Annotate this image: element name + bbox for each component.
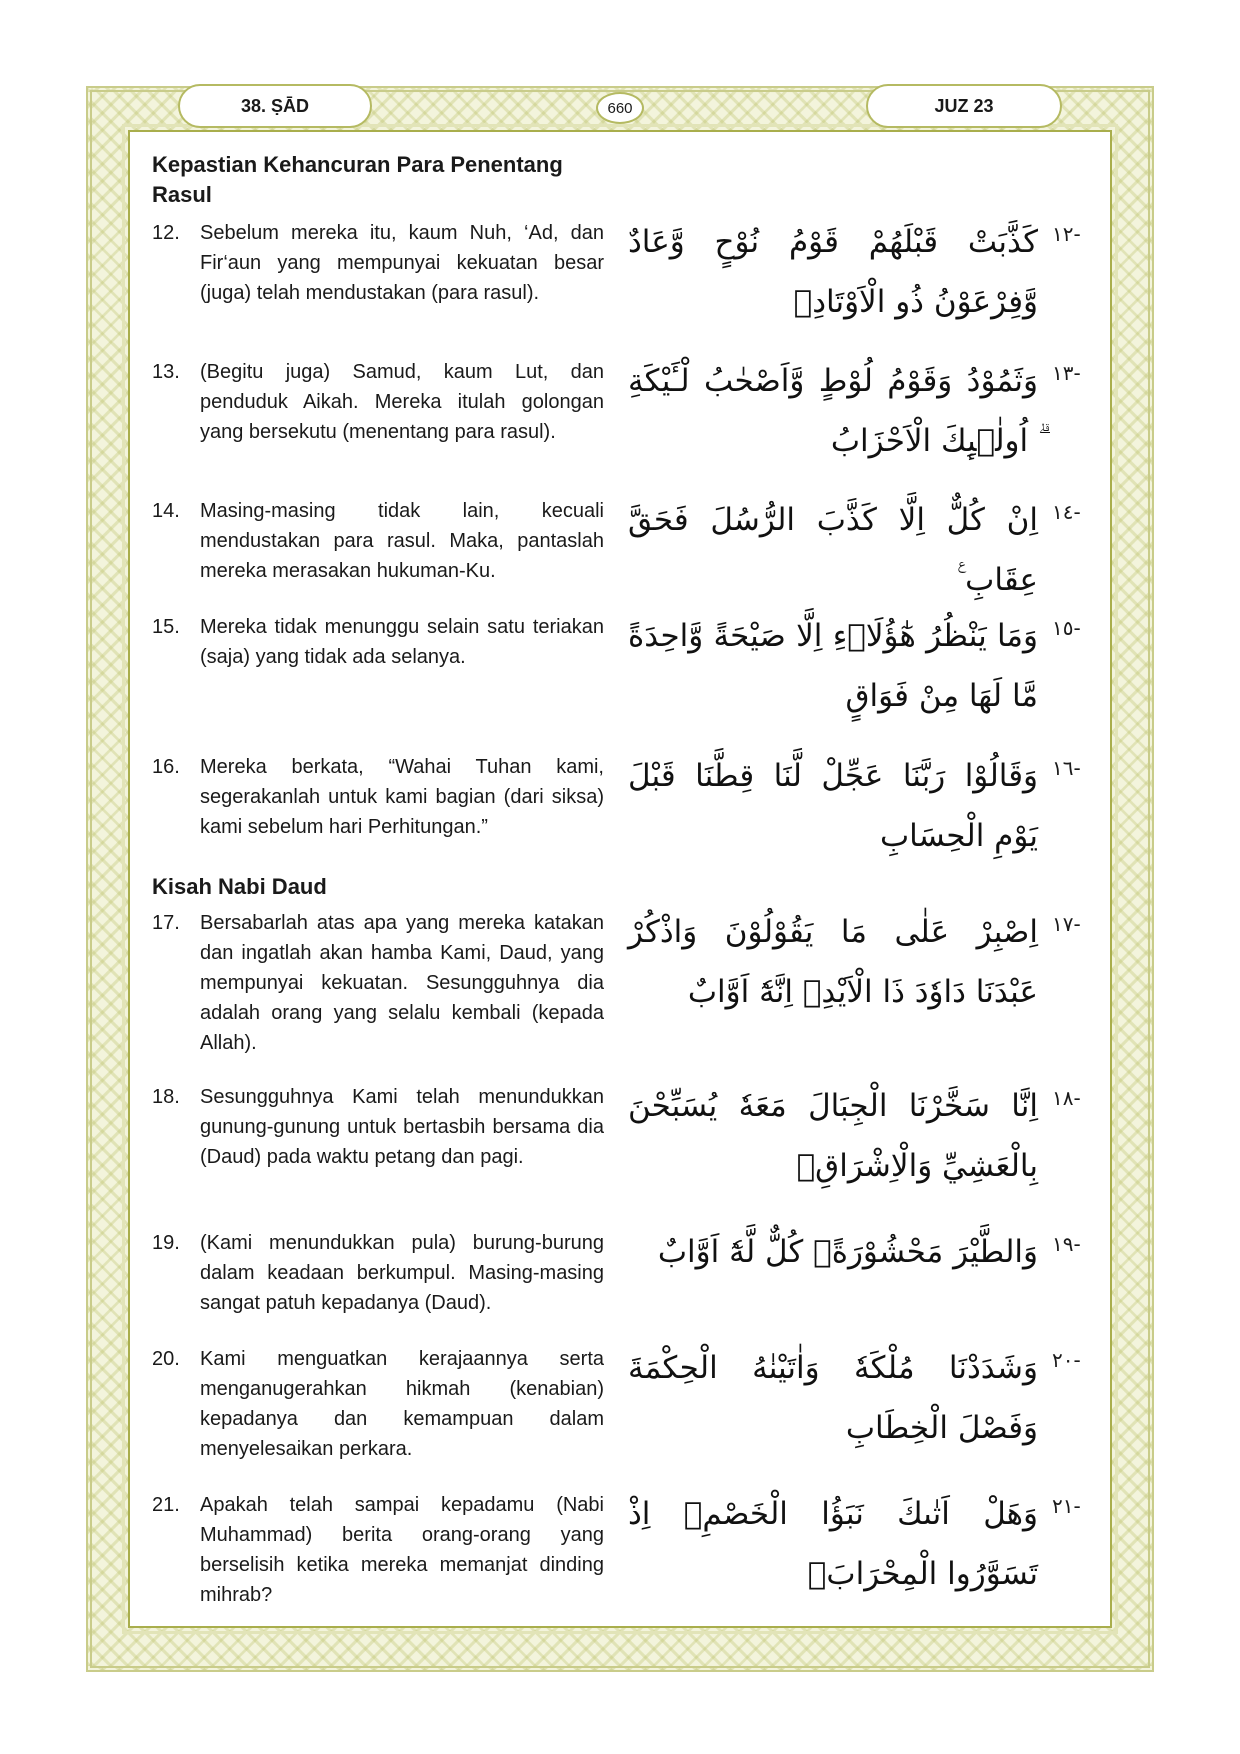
verse-translation: Mereka berkata, “Wahai Tuhan kami, segerakanlah untuk kami bagian (dari siksa) kami sebelum hari Perhitungan.” xyxy=(200,756,604,838)
verse-number: 17. xyxy=(152,912,180,934)
verse-number: 13. xyxy=(152,361,180,383)
section-heading: Kepastian Kehancuran Para Penentang Rasul xyxy=(152,152,563,207)
verse-arabic-number: -١٨ xyxy=(1052,1086,1081,1110)
verse-translation: Apakah telah sampai kepadamu (Nabi Muhammad) berita orang-orang yang berselisih ketika mereka memanjat dinding mihrab? xyxy=(200,1494,604,1606)
verse-number: 21. xyxy=(152,1494,180,1516)
verse-arabic: وَمَا يَنْظُرُ هٰٓؤُلَاۤءِ اِلَّا صَيْحَةً وَّاحِدَةً مَّا لَهَا مِنْ فَوَاقٍ xyxy=(628,618,1038,714)
verse-arabic-number: -٢٠ xyxy=(1052,1348,1081,1372)
verse-translation: Bersabarlah atas apa yang mereka katakan dan ingatlah akan hamba Kami, Daud, yang mempunyai kekuatan. Sesungguhnya dia adalah orang yang selalu kembali (kepada Allah). xyxy=(200,912,604,1054)
verse-arabic: وَهَلْ اَتٰىكَ نَبَؤُا الْخَصْمِۘ اِذْ تَسَوَّرُوا الْمِحْرَابَۙ xyxy=(628,1496,1038,1592)
verse-number: 20. xyxy=(152,1348,180,1370)
verse-arabic-number: -١٥ xyxy=(1052,616,1081,640)
juz-label: JUZ 23 xyxy=(866,84,1062,128)
verse-translation: Sebelum mereka itu, kaum Nuh, ‘Ad, dan Fir‘aun yang mempunyai kekuatan besar (juga) telah mendustakan (para rasul). xyxy=(200,222,604,304)
verse-arabic-number: -١٧ xyxy=(1052,912,1081,936)
verse-number: 19. xyxy=(152,1232,180,1254)
verse-arabic: اِصْبِرْ عَلٰى مَا يَقُوْلُوْنَ وَاذْكُرْ عَبْدَنَا دَاوٗدَ ذَا الْاَيْدِۚ اِنَّهٗٓ اَوَّابٌ xyxy=(628,914,1038,1010)
verse-arabic: اِنْ كُلٌّ اِلَّا كَذَّبَ الرُّسُلَ فَحَقَّ عِقَابِ ࣖ xyxy=(628,502,1038,598)
verse-arabic: وَقَالُوْا رَبَّنَا عَجِّلْ لَّنَا قِطَّنَا قَبْلَ يَوْمِ الْحِسَابِ xyxy=(628,758,1038,854)
verse-arabic-number: -١٦ xyxy=(1052,756,1081,780)
surah-label: 38. ṢĀD xyxy=(178,84,372,128)
verse-number: 18. xyxy=(152,1086,180,1108)
verse-translation: Sesungguhnya Kami telah menundukkan gunung-gunung untuk bertasbih bersama dia (Daud) pada waktu petang dan pagi. xyxy=(200,1086,604,1168)
page-number: 660 xyxy=(596,92,644,124)
verse-translation: Mereka tidak menunggu selain satu teriakan (saja) yang tidak ada selanya. xyxy=(200,616,604,668)
verse-number: 15. xyxy=(152,616,180,638)
verse-arabic-number: -١٤ xyxy=(1052,500,1081,524)
verse-arabic-number: -١٣ xyxy=(1052,361,1081,385)
verse-number: 12. xyxy=(152,222,180,244)
verse-translation: (Kami menundukkan pula) burung-burung dalam keadaan berkumpul. Masing-masing sangat patuh kepadanya (Daud). xyxy=(200,1232,604,1314)
verse-arabic-number: -١٢ xyxy=(1052,222,1081,246)
verse-arabic-number: -٢١ xyxy=(1052,1494,1081,1518)
verse-arabic: وَالطَّيْرَ مَحْشُوْرَةًۗ كُلٌّ لَّهٗٓ اَوَّابٌ xyxy=(657,1234,1038,1270)
verse-arabic: اِنَّا سَخَّرْنَا الْجِبَالَ مَعَهٗ يُسَبِّحْنَ بِالْعَشِيِّ وَالْاِشْرَاقِۙ xyxy=(628,1088,1038,1184)
verse-arabic: وَشَدَدْنَا مُلْكَهٗ وَاٰتَيْنٰهُ الْحِكْمَةَ وَفَصْلَ الْخِطَابِ xyxy=(628,1350,1038,1446)
verse-translation: (Begitu juga) Samud, kaum Lut, dan penduduk Aikah. Mereka itulah golongan yang bersekutu (menentang para rasul). xyxy=(200,361,604,443)
verse-number: 14. xyxy=(152,500,180,522)
verse-arabic: وَثَمُوْدُ وَقَوْمُ لُوْطٍ وَّاَصْحٰبُ لْـَٔيْكَةِ ۗ اُولٰۤىِٕكَ الْاَحْزَابُ xyxy=(628,363,1038,459)
verse-arabic-number: -١٩ xyxy=(1052,1232,1081,1256)
verse-arabic: كَذَّبَتْ قَبْلَهُمْ قَوْمُ نُوْحٍ وَّعَادٌ وَّفِرْعَوْنُ ذُو الْاَوْتَادِۙ xyxy=(628,224,1038,320)
verse-translation: Masing-masing tidak lain, kecuali mendustakan para rasul. Maka, pantaslah mereka merasakan hukuman-Ku. xyxy=(200,500,604,582)
verse-number: 16. xyxy=(152,756,180,778)
verse-translation: Kami menguatkan kerajaannya serta menganugerahkan hikmah (kenabian) kepadanya dan kemampuan dalam menyelesaikan perkara. xyxy=(200,1348,604,1460)
section-heading: Kisah Nabi Daud xyxy=(152,874,327,899)
